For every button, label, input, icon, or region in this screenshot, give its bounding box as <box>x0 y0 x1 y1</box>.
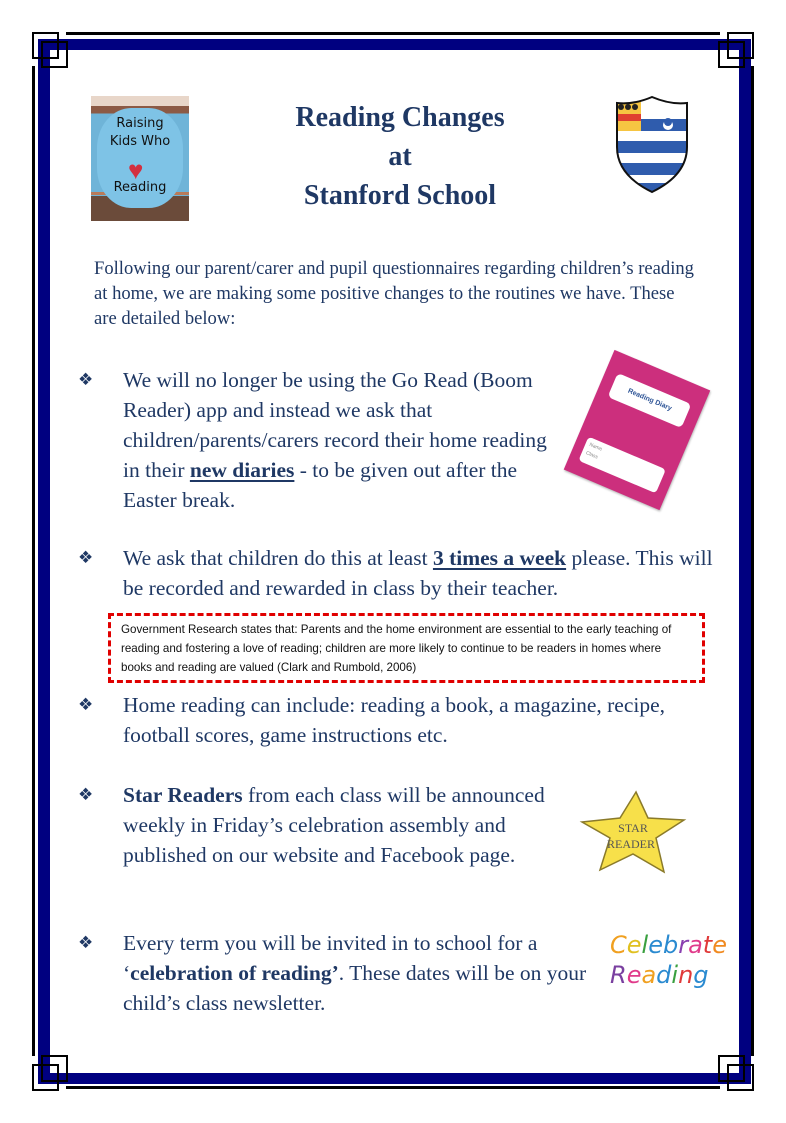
border-navy-left <box>38 39 50 1084</box>
bullet-text: We will no longer be using the Go Read (Boom Reader) app and instead we ask that children/parents/carers record their home reading in their <box>123 368 547 482</box>
intro-paragraph: Following our parent/carer and pupil questionnaires regarding children’s reading at home, we are making some positive changes to the routines we have. These are detailed below: <box>94 258 694 329</box>
celebrate-line-2: Reading <box>610 961 709 989</box>
bullet-emphasis: celebration of reading’ <box>130 961 339 985</box>
diary-label: Reading Diary <box>608 373 692 428</box>
corner-tr-b <box>718 41 745 68</box>
heart-icon: ♥ <box>128 156 144 185</box>
corner-br-b <box>718 1055 745 1082</box>
diary-name-box <box>578 437 665 494</box>
bullet-emphasis: new diaries <box>189 458 295 482</box>
star-reader-icon <box>578 788 688 876</box>
bullet-emphasis: Star Readers <box>123 783 243 807</box>
corner-bl-b <box>41 1055 68 1082</box>
star-text-line-1: STAR <box>618 821 648 835</box>
bullet-text: Home reading can include: reading a book, a magazine, recipe, football scores, game instructions etc. <box>123 693 666 747</box>
logo-text-line-2: Kids Who <box>109 134 171 149</box>
corner-tl-b <box>41 41 68 68</box>
diamond-bullet-icon: ❖ <box>78 548 94 568</box>
reading-diary-image <box>564 350 711 510</box>
title-line-1: Reading Changes <box>295 102 505 133</box>
celebrate-reading-logo <box>610 930 727 1000</box>
border-line-top <box>66 32 720 35</box>
research-quote-box: Government Research states that: Parents and the home environment are essential to the early teaching of reading and fostering a love of reading; children are more likely to continue to be readers in homes where books and reading are valued (Clark and Rumbold, 2006) <box>108 613 705 683</box>
page-title <box>200 98 600 215</box>
border-line-right <box>751 66 754 1056</box>
bullet-text: We ask that children do this at least <box>123 546 433 570</box>
title-line-2: at <box>388 141 412 172</box>
star-text-line-2: READER <box>607 837 655 851</box>
bullet-emphasis: 3 times a week <box>432 546 567 570</box>
logo-text-line-1: Raising <box>116 116 164 131</box>
border-navy-right <box>739 39 751 1084</box>
bullet-text: Every term you will be invited in to school for a ‘ <box>123 931 538 985</box>
raising-kids-reading-logo <box>91 96 189 221</box>
border-line-left <box>32 66 35 1056</box>
diamond-bullet-icon: ❖ <box>78 933 94 953</box>
diamond-bullet-icon: ❖ <box>78 695 94 715</box>
bullet-text-after: from each class will be announced weekly in Friday’s celebration assembly and published on our website and Facebook page. <box>123 783 545 867</box>
border-navy-top <box>38 39 751 50</box>
celebrate-line-1: Celebrate <box>610 931 727 959</box>
bullet-text-after: please. This will be recorded and rewarded in class by their teacher. <box>123 546 713 600</box>
title-line-3: Stanford School <box>303 180 497 211</box>
diary-class-field: Class <box>584 450 599 461</box>
shield-crest-icon <box>613 95 691 195</box>
diamond-bullet-icon: ❖ <box>78 785 94 805</box>
diamond-bullet-icon: ❖ <box>78 370 94 390</box>
border-navy-bottom <box>38 1073 751 1084</box>
diary-name-field: Name <box>588 441 603 453</box>
bullet-text-after: - to be given out after the Easter break. <box>123 458 518 512</box>
border-line-bottom <box>66 1086 720 1089</box>
bullet-text-after: . These dates will be on your child’s class newsletter. <box>123 961 587 1015</box>
logo-text-line-3: Reading <box>113 180 167 195</box>
